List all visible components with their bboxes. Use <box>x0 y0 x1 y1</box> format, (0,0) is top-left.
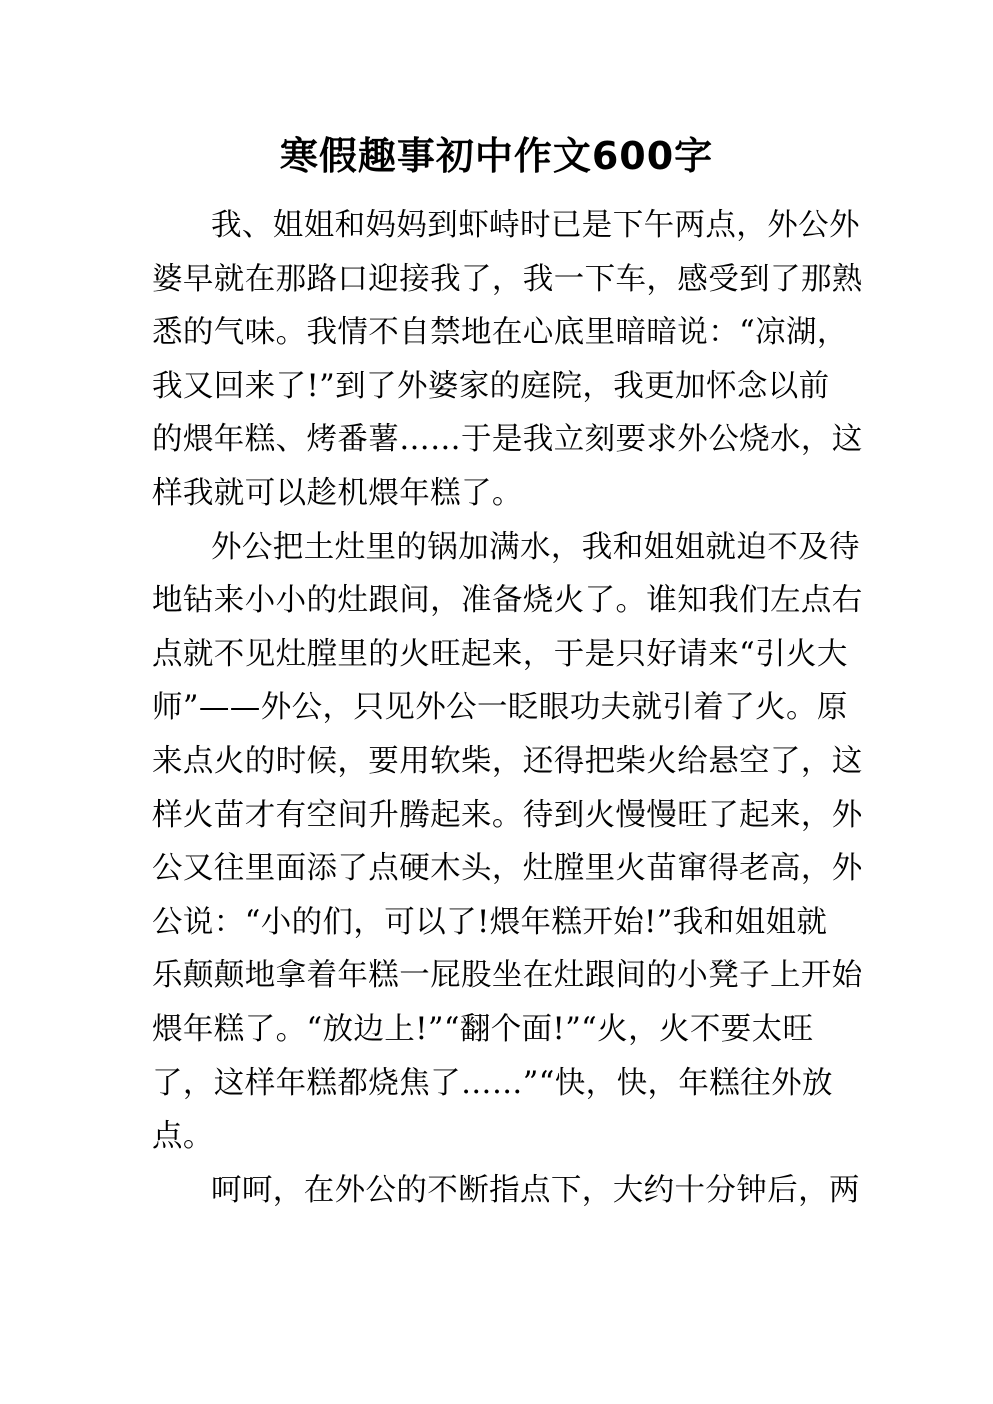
document-body <box>152 199 863 1217</box>
text-line: 的煨年糕、烤番薯……于是我立刻要求外公烧水，这 <box>152 422 863 458</box>
text-line: 了，这样年糕都烧焦了……”“快，快，年糕往外放 <box>152 1065 833 1101</box>
text-line: 公说：“小的们，可以了!煨年糕开始!”我和姐姐就 <box>152 904 828 940</box>
text-line: 师”——外公，只见外公一眨眼功夫就引着了火。原 <box>152 690 848 726</box>
text-line: 样我就可以趁机煨年糕了。 <box>152 475 523 511</box>
text-line: 地钻来小小的灶跟间，准备烧火了。谁知我们左点右 <box>152 583 863 619</box>
text-line: 我又回来了!”到了外婆家的庭院，我更加怀念以前 <box>152 368 830 404</box>
paragraph-2 <box>152 521 863 1164</box>
text-line: 呵呵，在外公的不断指点下，大约十分钟后，两 <box>211 1172 860 1208</box>
text-line: 婆早就在那路口迎接我了，我一下车，感受到了那熟 <box>152 261 863 297</box>
text-line: 外公把土灶里的锅加满水，我和姐姐就迫不及待 <box>211 529 860 565</box>
text-line: 来点火的时候，要用软柴，还得把柴火给悬空了，这 <box>152 743 863 779</box>
text-line: 样火苗才有空间升腾起来。待到火慢慢旺了起来，外 <box>152 797 863 833</box>
document-title: 寒假趣事初中作文600字 <box>279 134 714 178</box>
paragraph-1 <box>152 199 863 521</box>
paragraph-3 <box>152 1164 860 1218</box>
text-line: 点。 <box>152 1119 214 1155</box>
text-line: 我、姐姐和妈妈到虾峙时已是下午两点，外公外 <box>211 208 860 243</box>
text-line: 悉的气味。我情不自禁地在心底里暗暗说：“凉湖， <box>152 315 848 351</box>
text-line: 点就不见灶膛里的火旺起来，于是只好请来“引火大 <box>152 636 848 672</box>
text-line: 乐颠颠地拿着年糕一屁股坐在灶跟间的小凳子上开始 <box>152 958 863 994</box>
text-line: 煨年糕了。“放边上!”“翻个面!”“火，火不要太旺 <box>152 1011 814 1047</box>
text-line: 公又往里面添了点硬木头，灶膛里火苗窜得老高，外 <box>152 851 863 887</box>
